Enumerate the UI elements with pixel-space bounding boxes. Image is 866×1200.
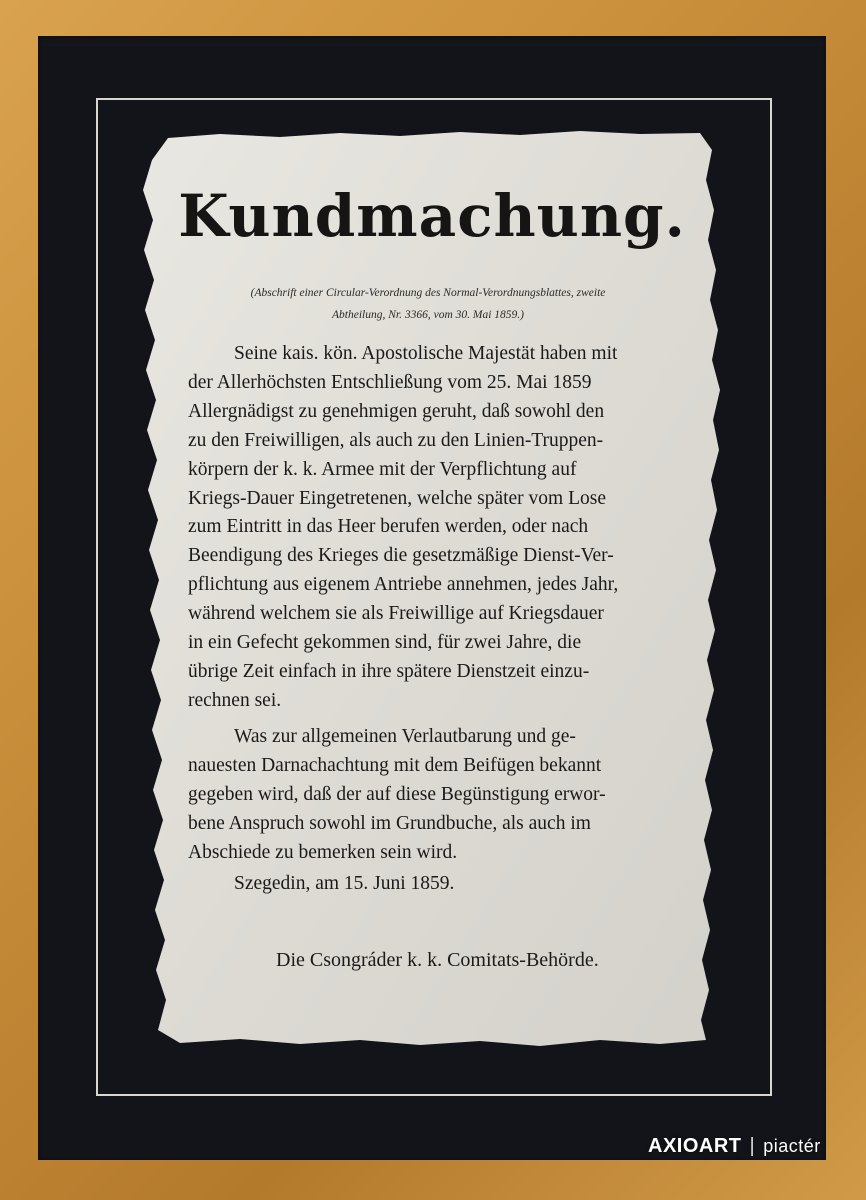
text-line: während welchem sie als Freiwillige auf Kriegsdauer bbox=[188, 603, 604, 625]
subtitle-line: (Abschrift einer Circular-Verordnung des Normal-Verordnungsblattes, zweite bbox=[250, 287, 606, 299]
watermark-brand: AXIOART bbox=[648, 1135, 742, 1157]
text-line: pflichtung aus eigenem Antriebe annehmen, jedes Jahr, bbox=[188, 574, 619, 596]
place-date: Szegedin, am 15. Juni 1859. bbox=[234, 873, 455, 894]
text-line: Seine kais. kön. Apostolische Majestät haben mit bbox=[234, 343, 618, 364]
watermark-separator: | bbox=[749, 1135, 756, 1157]
text-line: übrige Zeit einfach in ihre spätere Dienstzeit einzu- bbox=[188, 660, 590, 682]
authority-signature: Die Csongráder k. k. Comitats-Behörde. bbox=[276, 949, 599, 971]
text-line: Was zur allgemeinen Verlautbarung und ge- bbox=[234, 726, 576, 747]
text-line: nauesten Darnachachtung mit dem Beifügen bekannt bbox=[188, 754, 602, 776]
text-line: in ein Gefecht gekommen sind, für zwei Jahre, die bbox=[188, 632, 582, 654]
text-line: rechnen sei. bbox=[188, 689, 282, 711]
text-line: bene Anspruch sowohl im Grundbuche, als auch im bbox=[188, 812, 591, 834]
paragraph-decree bbox=[188, 340, 674, 716]
text-line: Abschiede zu bemerken sein wird. bbox=[188, 841, 458, 863]
text-line: der Allerhöchsten Entschließung vom 25. Mai 1859 bbox=[188, 371, 592, 393]
axioart-watermark bbox=[648, 1135, 821, 1158]
paragraph-publication bbox=[188, 723, 674, 868]
text-line: Allergnädigst zu genehmigen geruht, daß sowohl den bbox=[188, 400, 605, 422]
text-line: zum Eintritt in das Heer berufen werden, oder nach bbox=[188, 516, 589, 538]
text-line: körpern der k. k. Armee mit der Verpflichtung auf bbox=[188, 458, 577, 480]
text-line: gegeben wird, daß der auf diese Begünstigung erwor- bbox=[188, 783, 606, 805]
text-line: zu den Freiwilligen, als auch zu den Linien-Truppen- bbox=[188, 429, 604, 451]
watermark-sub: piactér bbox=[763, 1136, 821, 1156]
document-title: Kundmachung. bbox=[178, 182, 686, 250]
text-line: Kriegs-Dauer Eingetretenen, welche später vom Lose bbox=[188, 487, 606, 509]
document-subtitle bbox=[178, 282, 678, 326]
subtitle-line: Abtheilung, Nr. 3366, vom 30. Mai 1859.) bbox=[332, 309, 524, 321]
text-line: Beendigung des Krieges die gesetzmäßige Dienst-Ver- bbox=[188, 545, 614, 567]
